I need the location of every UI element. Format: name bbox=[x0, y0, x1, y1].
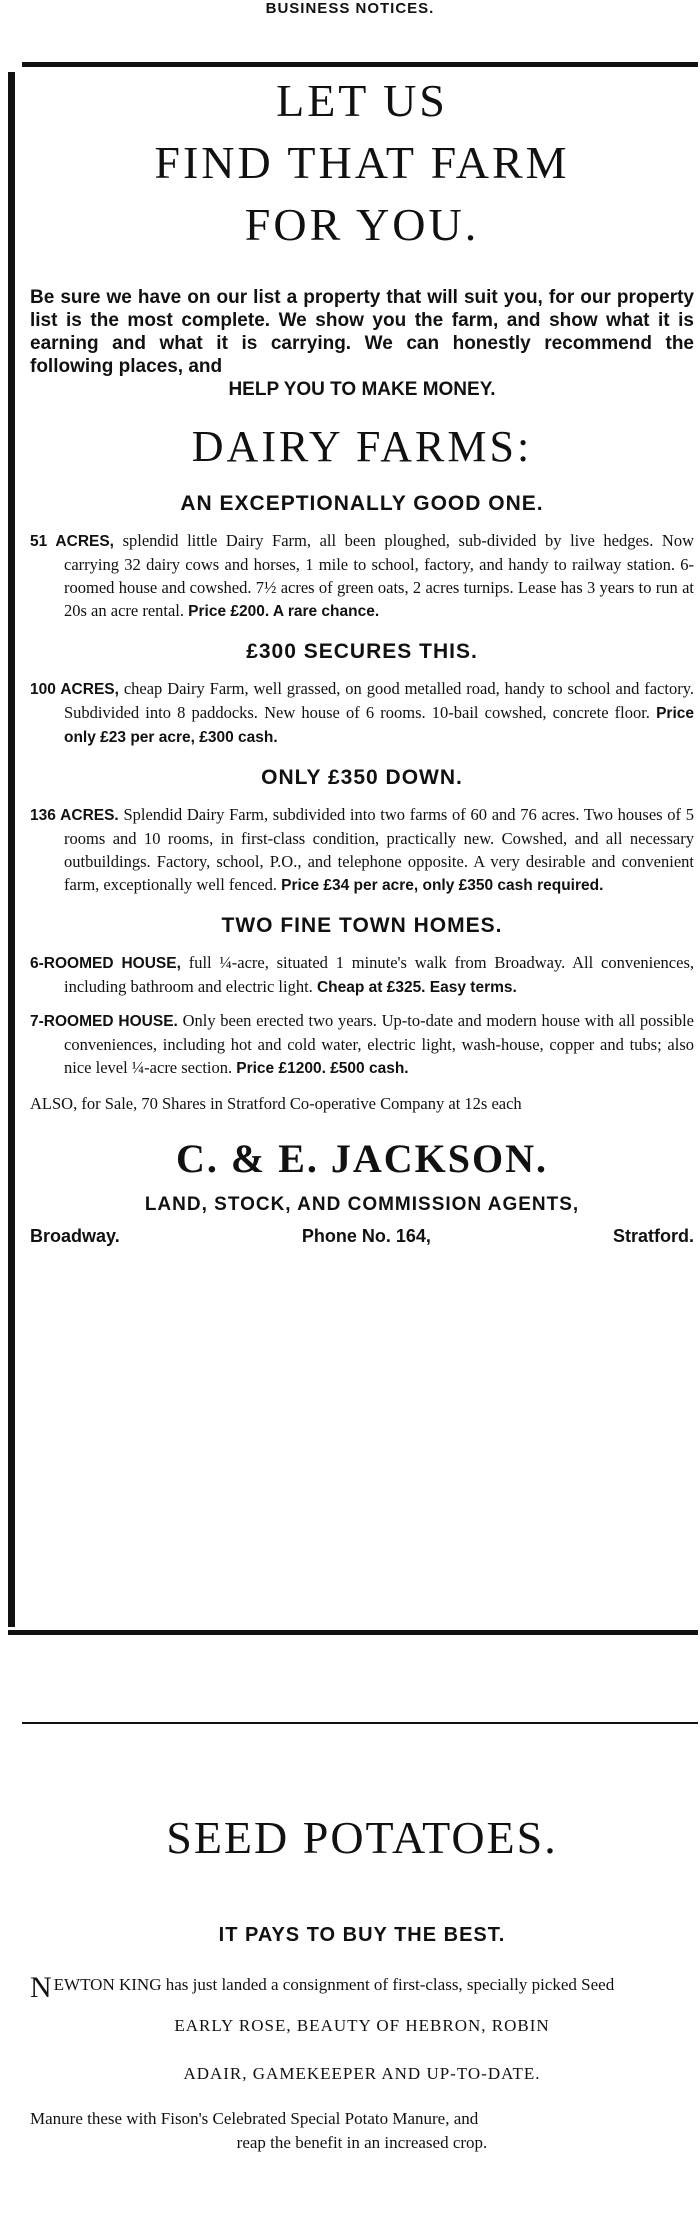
listing-item bbox=[30, 803, 694, 897]
listing-item bbox=[30, 677, 694, 749]
listing-body: splendid little Dairy Farm, all been ploughed, sub-divided by live hedges. Now carrying 32 dairy cows and horses, 1 mile to school, factory, and handy to railway station. 6-roomed house and cowshed. 7½ acres of green oats, 2 acres turnips. Lease has 3 years to run at 20s an acre rental. bbox=[64, 531, 694, 620]
homes-heading: TWO FINE TOWN HOMES. bbox=[221, 914, 503, 937]
home-listing bbox=[30, 1009, 694, 1080]
section-title: DAIRY FARMS: bbox=[191, 422, 533, 471]
firm-name: C. & E. JACKSON. bbox=[175, 1136, 549, 1181]
firm-phone: Phone No. 164, bbox=[301, 1226, 431, 1246]
listing-lead: 100 ACRES, bbox=[30, 681, 119, 698]
top-rule bbox=[22, 62, 698, 67]
manure-text-last: reap the benefit in an increased crop. bbox=[236, 2133, 488, 2152]
home-lead: 6-ROOMED HOUSE, bbox=[30, 955, 181, 972]
seed-subhead: IT PAYS TO BUY THE BEST. bbox=[218, 1924, 506, 1946]
manure-text: Manure these with Fison's Celebrated Special Potato Manure, and bbox=[30, 2109, 479, 2128]
drop-cap: N bbox=[30, 1971, 52, 2004]
home-price: Price £1200. £500 cash. bbox=[236, 1060, 409, 1077]
left-border-bar bbox=[8, 72, 15, 1627]
home-body: full ¼-acre, situated 1 minute's walk from Broadway. All conveniences, including bathroom and electric light. bbox=[64, 953, 694, 996]
variety-line: ADAIR, GAMEKEEPER AND UP-TO-DATE. bbox=[183, 2064, 541, 2083]
home-lead: 7-ROOMED HOUSE. bbox=[30, 1013, 178, 1030]
home-listing bbox=[30, 951, 694, 999]
listing-price: Price £200. A rare chance. bbox=[188, 603, 380, 620]
listing-lead: 51 ACRES, bbox=[30, 533, 114, 550]
listing-body: cheap Dairy Farm, well grassed, on good metalled road, handy to school and factory. Subdivided into 8 paddocks. New house of 6 rooms. 10-bail cowshed, concrete floor. bbox=[64, 679, 695, 722]
variety-line: EARLY ROSE, BEAUTY OF HEBRON, ROBIN bbox=[174, 2016, 550, 2035]
shares-notice: ALSO, for Sale, 70 Shares in Stratford Co-operative Company at 12s each bbox=[30, 1094, 522, 1113]
firm-street: Broadway. bbox=[30, 1226, 120, 1246]
headline-line-2: FIND THAT FARM bbox=[154, 137, 570, 188]
seed-top-rule bbox=[22, 1722, 698, 1724]
firm-description: LAND, STOCK, AND COMMISSION AGENTS, bbox=[144, 1194, 580, 1215]
listing-price: Price £34 per acre, only £350 cash required. bbox=[281, 877, 604, 894]
intro-text: Be sure we have on our list a property that will suit you, for our property list is the most complete. We show you the farm, and show what it is earning and what it is carrying. We can honestly recommend the following places, and bbox=[30, 287, 694, 377]
listing-price: Price only £23 per acre, £300 cash. bbox=[64, 705, 694, 746]
listing-lead: 136 ACRES. bbox=[30, 807, 119, 824]
intro-callout: HELP YOU TO MAKE MONEY. bbox=[228, 379, 496, 400]
seed-advertisement bbox=[30, 1810, 694, 2155]
middle-rule bbox=[8, 1630, 698, 1635]
listing-heading: £300 SECURES THIS. bbox=[246, 640, 478, 663]
headline-line-3: FOR YOU. bbox=[244, 199, 480, 250]
headline-line-1: LET US bbox=[276, 75, 448, 126]
firm-contact-line bbox=[30, 1226, 694, 1247]
firm-town: Stratford. bbox=[613, 1226, 694, 1246]
seed-headline: SEED POTATOES. bbox=[166, 1812, 558, 1863]
listing-heading: ONLY £350 DOWN. bbox=[261, 766, 463, 789]
listing-body: Splendid Dairy Farm, subdivided into two farms of 60 and 76 acres. Two houses of 5 rooms and 10 rooms, in first-class condition, practically new. Cowshed, and all necessary outbuildings. Factory, school, P.O., and telephone opposite. A very desirable and convenient farm, exceptionally well fenced. bbox=[64, 805, 695, 894]
home-price: Cheap at £325. Easy terms. bbox=[316, 979, 517, 996]
seed-body-text: EWTON KING has just landed a consignment of first-class, specially picked Seed bbox=[53, 1975, 615, 1994]
page-header: BUSINESS NOTICES. bbox=[265, 0, 435, 17]
listing-item bbox=[30, 529, 694, 623]
seed-body bbox=[30, 1971, 694, 2004]
listing-heading: AN EXCEPTIONALLY GOOD ONE. bbox=[180, 492, 544, 515]
farm-advertisement bbox=[30, 70, 694, 1247]
home-body: Only been erected two years. Up-to-date and modern house with all possible conveniences, including hot and cold water, electric light, wash-house, copper and tubs; also nice level ¼-acre section. bbox=[64, 1011, 694, 1077]
